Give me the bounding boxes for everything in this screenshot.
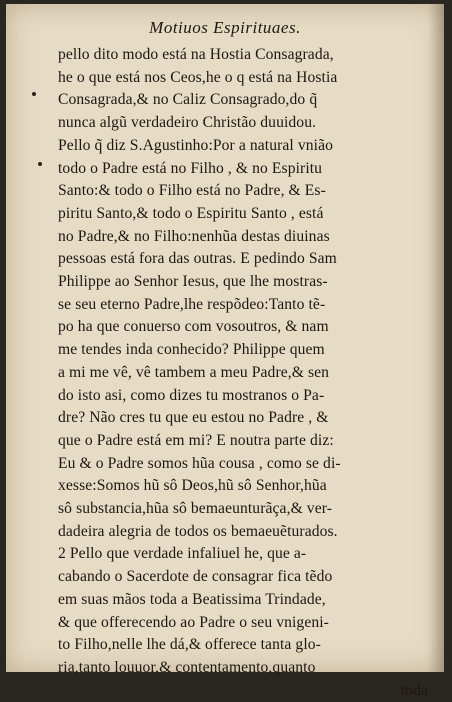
text-line: nunca algũ verdadeiro Christão duuidou. <box>58 114 317 132</box>
text-line: 2 Pello que verdade infaliuel he, que a- <box>58 545 307 563</box>
text-line: he o que está nos Ceos,he o q está na Hostia <box>58 68 338 86</box>
text-line: no Padre,& no Filho:nenhũa destas diuinas <box>58 227 330 245</box>
text-line: Consagrada,& no Caliz Consagrado,do q̃ <box>58 91 318 109</box>
text-line: pessoas está fora das outras. E pedindo Sam <box>58 250 337 268</box>
text-line: a mi me vê, vê tambem a meu Padre,& sen <box>58 363 330 381</box>
body-text <box>58 44 428 702</box>
text-line: Philippe ao Senhor Iesus, que lhe mostras- <box>58 273 328 291</box>
text-line: po ha que conuerso com vosoutros, & nam <box>58 318 329 336</box>
text-line: xesse:Somos hũ sô Deos,hũ sô Senhor,hũa <box>58 477 327 495</box>
running-head: Motiuos Espirituaes. <box>149 18 301 37</box>
text-line: todo o Padre está no Filho , & no Espiritu <box>58 159 323 177</box>
text-line: Pello q̃ diz S.Agustinho:Por a natural vnião <box>58 136 333 154</box>
text-line: Eu & o Padre somos hũa cousa , como se di- <box>58 454 341 472</box>
text-line: dre? Não cres tu que eu estou no Padre , & <box>58 409 329 427</box>
text-line: Santo:& todo o Filho está no Padre, & Es- <box>58 182 326 200</box>
text-line: em suas mãos toda a Beatissima Trindade, <box>58 590 326 608</box>
text-line: sô substancia,hũa sô bemaeunturãça,& ver- <box>58 500 332 518</box>
text-line: cabando o Sacerdote de consagrar fica tẽdo <box>58 568 333 586</box>
text-line: piritu Santo,& todo o Espiritu Santo , está <box>58 204 324 222</box>
text-line: se seu eterno Padre,lhe respõdeo:Tanto tẽ- <box>58 295 326 313</box>
text-line: que o Padre está em mi? E noutra parte diz: <box>58 431 334 449</box>
text-line: dadeira alegria de todos os bemaeuẽturados. <box>58 522 338 540</box>
text-line: pello dito modo está na Hostia Consagrada, <box>58 46 334 63</box>
margin-mark <box>32 92 36 96</box>
text-line: me tendes inda conhecido? Philippe quem <box>58 341 325 359</box>
book-page <box>6 4 444 699</box>
page-edge-shadow <box>428 4 444 672</box>
catchword: toda <box>400 681 428 699</box>
text-line: do isto asi, como dizes tu mostranos o Pa- <box>58 386 325 404</box>
text-line: to Filho,nelle lhe dá,& offerece tanta glo- <box>58 636 321 654</box>
text-line: & que offerecendo ao Padre o seu vnigeni- <box>58 613 329 631</box>
text-line: ria,tanto louuor,& contentamento,quanto <box>58 658 316 676</box>
margin-mark <box>38 162 42 166</box>
